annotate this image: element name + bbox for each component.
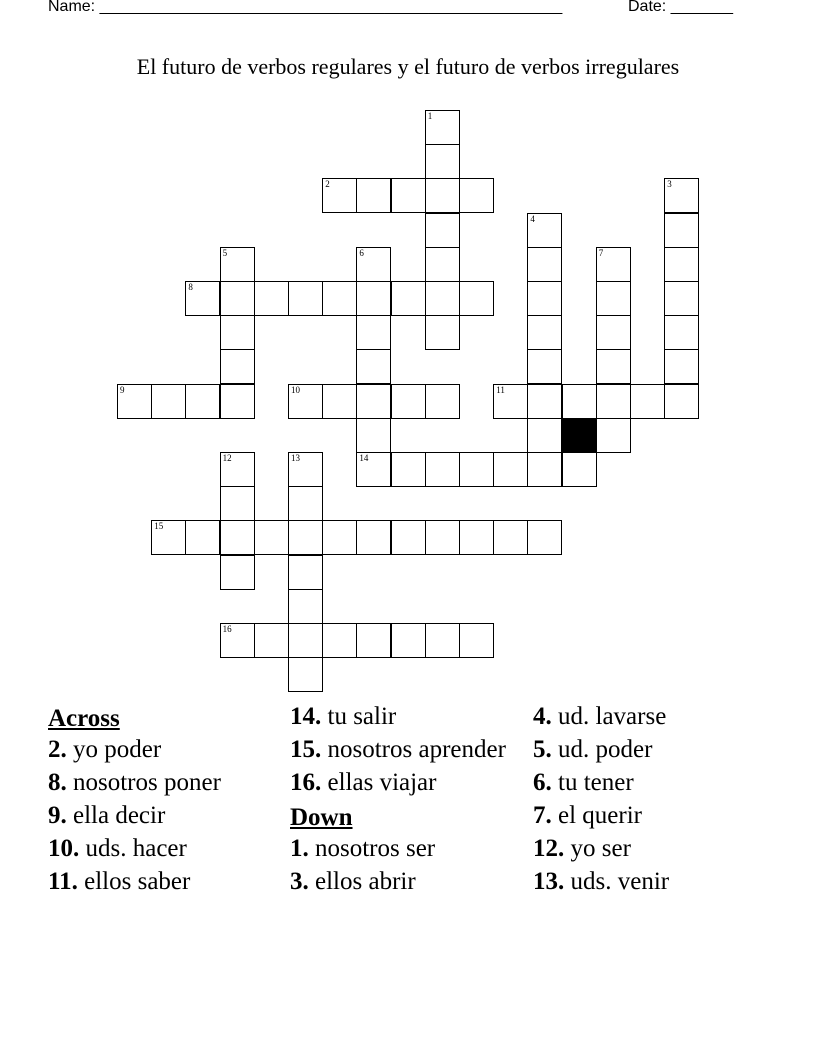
clue-number: 3. [290,868,309,895]
clue-number-label: 14 [359,453,369,463]
crossword-cell[interactable] [220,281,255,316]
crossword-cell[interactable] [425,623,460,658]
clue-number: 13. [533,868,565,895]
crossword-cell[interactable] [425,178,460,213]
crossword-cell[interactable] [322,281,357,316]
crossword-cell[interactable] [356,384,391,419]
crossword-cell[interactable] [425,520,460,555]
crossword-cell[interactable] [356,623,391,658]
crossword-cell[interactable] [185,281,220,316]
clue-number-label: 7 [598,247,604,258]
crossword-cell[interactable] [356,349,391,384]
clue-text: uds. venir [570,868,670,895]
crossword-cell[interactable] [596,247,631,282]
crossword-cell[interactable] [425,281,460,316]
crossword-cell[interactable] [425,384,460,419]
crossword-cell[interactable] [493,452,528,487]
crossword-cell[interactable] [391,384,426,419]
clue-across-8 [48,768,288,797]
crossword-blocked-cell [562,418,597,453]
crossword-cell[interactable] [459,178,494,213]
crossword-cell[interactable] [220,486,255,521]
clue-text: ellos abrir [315,868,416,895]
clue-number: 10. [48,835,80,862]
crossword-cell[interactable] [562,452,597,487]
crossword-cell[interactable] [254,520,289,555]
crossword-cell[interactable] [596,384,631,419]
crossword-cell[interactable] [288,520,323,555]
clue-text: nosotros aprender [327,736,506,763]
crossword-cell[interactable] [425,213,460,248]
crossword-cell[interactable] [459,281,494,316]
across-heading: Across [48,705,120,732]
clue-column-3 [533,702,773,900]
crossword-cell[interactable] [322,623,357,658]
crossword-cell[interactable] [630,384,665,419]
clue-text: tu salir [327,703,397,730]
clue-down-5 [533,735,773,764]
clue-across-9 [48,801,288,830]
crossword-cell[interactable] [185,384,220,419]
crossword-cell[interactable] [356,281,391,316]
crossword-cell[interactable] [322,384,357,419]
crossword-cell[interactable] [459,452,494,487]
crossword-cell[interactable] [425,315,460,350]
crossword-cell[interactable] [220,520,255,555]
clue-number-label: 8 [188,282,193,292]
name-field-label: Name: ____________________________________________________ [48,0,563,15]
clue-down-4 [533,702,773,731]
crossword-cell[interactable] [425,247,460,282]
crossword-cell[interactable] [254,623,289,658]
clue-text: ellas viajar [327,769,437,796]
crossword-cell[interactable] [391,623,426,658]
clue-down-7 [533,801,773,830]
crossword-cell[interactable] [527,281,562,316]
clue-number-label: 6 [359,247,364,258]
clue-number: 4. [533,703,552,730]
crossword-cell[interactable] [425,452,460,487]
crossword-cell[interactable] [356,247,391,282]
clue-number: 15. [290,736,322,763]
clue-down-6 [533,768,773,797]
crossword-cell[interactable] [527,349,562,384]
clue-text: ud. lavarse [558,703,667,730]
crossword-cell[interactable] [288,281,323,316]
clue-number: 5. [533,736,552,763]
crossword-cell[interactable] [391,520,426,555]
crossword-cell[interactable] [562,384,597,419]
clue-number: 7. [533,802,552,829]
crossword-cell[interactable] [254,281,289,316]
crossword-cell[interactable] [459,623,494,658]
crossword-cell[interactable] [322,178,357,213]
clue-text: el querir [558,802,642,829]
clue-number: 6. [533,769,552,796]
crossword-cell[interactable] [527,315,562,350]
clue-number: 8. [48,769,67,796]
crossword-cell[interactable] [220,452,255,487]
clue-number-label: 15 [154,521,164,532]
crossword-cell[interactable] [356,178,391,213]
clue-text: ella decir [73,802,166,829]
clue-number: 12. [533,835,565,862]
crossword-cell[interactable] [664,247,699,282]
clue-across-11 [48,867,288,896]
crossword-cell[interactable] [493,520,528,555]
clue-number: 1. [290,835,309,862]
crossword-cell[interactable] [425,110,460,145]
clue-number: 14. [290,703,322,730]
crossword-cell[interactable] [425,144,460,179]
crossword-cell[interactable] [596,281,631,316]
crossword-cell[interactable] [527,213,562,248]
date-field-label: Date: _______ [628,0,733,15]
crossword-cell[interactable] [527,520,562,555]
crossword-cell[interactable] [220,349,255,384]
crossword-cell[interactable] [117,384,152,419]
clue-number: 11. [48,868,78,895]
crossword-cell[interactable] [493,384,528,419]
crossword-cell[interactable] [151,520,186,555]
crossword-cell[interactable] [391,452,426,487]
clue-number-label: 1 [427,111,433,121]
clue-text: ud. poder [558,736,653,763]
crossword-cell[interactable] [391,178,426,213]
clue-number: 2. [48,736,67,763]
crossword-cell[interactable] [288,589,323,624]
crossword-cell[interactable] [664,178,699,213]
crossword-cell[interactable] [288,555,323,590]
clue-down-13 [533,867,773,896]
crossword-cell[interactable] [220,555,255,590]
crossword-cell[interactable] [151,384,186,419]
clue-across-14 [290,702,530,731]
crossword-cell[interactable] [288,657,323,692]
clue-text: nosotros poner [73,769,221,796]
crossword-cell[interactable] [220,315,255,350]
crossword-cell[interactable] [220,247,255,282]
crossword-cell[interactable] [185,520,220,555]
crossword-cell[interactable] [459,520,494,555]
clue-number: 9. [48,802,67,829]
clue-text: tu tener [558,769,634,796]
clue-number-label: 13 [291,453,300,463]
crossword-cell[interactable] [664,213,699,248]
crossword-cell[interactable] [664,281,699,316]
crossword-cell[interactable] [288,486,323,521]
crossword-cell[interactable] [322,520,357,555]
clue-column-2 [290,702,530,900]
crossword-cell[interactable] [356,315,391,350]
clue-number-label: 12 [222,453,232,463]
clue-number-label: 16 [222,624,232,634]
crossword-cell[interactable] [356,520,391,555]
clue-across-16 [290,768,530,797]
crossword-cell[interactable] [288,384,323,419]
clue-across-2 [48,735,288,764]
clue-number-label: 2 [325,179,330,190]
crossword-cell[interactable] [288,452,323,487]
crossword-cell[interactable] [596,315,631,350]
crossword-cell[interactable] [391,281,426,316]
crossword-cell[interactable] [527,384,562,419]
clue-number: 16. [290,769,322,796]
clue-text: uds. hacer [85,835,187,862]
clue-number-label: 11 [496,384,505,395]
clue-down-3 [290,867,530,896]
crossword-cell[interactable] [527,418,562,453]
crossword-cell[interactable] [596,418,631,453]
clue-number-label: 10 [291,384,300,395]
clue-down-1 [290,834,530,863]
clue-text: ellos saber [84,868,191,895]
clue-column-1 [48,702,288,900]
clue-text: yo ser [570,835,631,862]
clue-number-label: 9 [120,384,125,395]
crossword-cell[interactable] [527,247,562,282]
clue-number-label: 4 [530,213,535,224]
crossword-cell[interactable] [220,623,255,658]
clue-number-label: 3 [667,179,672,190]
crossword-cell[interactable] [527,452,562,487]
crossword-cell[interactable] [664,349,699,384]
clue-across-10 [48,834,288,863]
down-heading: Down [290,804,353,831]
clue-text: yo poder [73,736,162,763]
crossword-cell[interactable] [664,315,699,350]
worksheet-title: El futuro de verbos regulares y el futuro de verbos irregulares [136,54,680,79]
crossword-cell[interactable] [356,418,391,453]
crossword-cell[interactable] [220,384,255,419]
crossword-cell[interactable] [596,349,631,384]
clue-number-label: 5 [222,247,228,258]
crossword-cell[interactable] [664,384,699,419]
clue-text: nosotros ser [315,835,436,862]
crossword-cell[interactable] [288,623,323,658]
crossword-cell[interactable] [356,452,391,487]
clue-down-12 [533,834,773,863]
clue-across-15 [290,735,530,764]
